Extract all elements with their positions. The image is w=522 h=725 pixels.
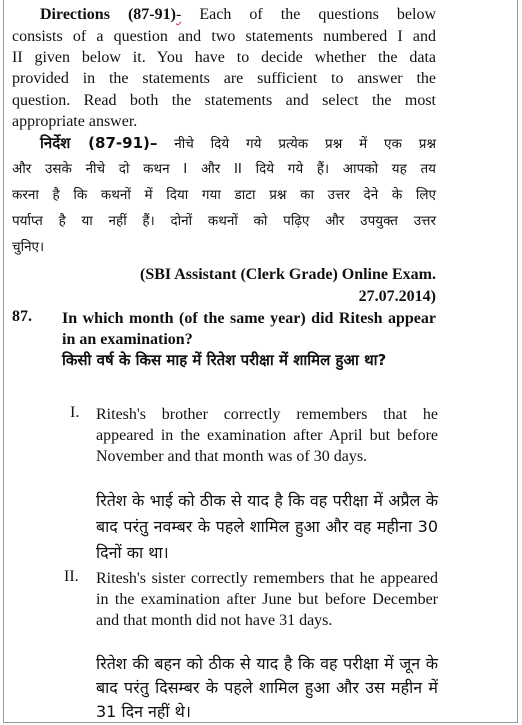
statement-2-label: II. bbox=[64, 568, 79, 585]
directions-hi-line-2: और उसके नीचे दो कथन I और II दिये गये हैं। आपको यह तय bbox=[12, 161, 436, 177]
statement-2-en: Ritesh's sister correctly remembers that he appeared in the examination after June but before December and that month did not have 31 days. bbox=[96, 570, 438, 629]
directions-dash: - bbox=[175, 6, 182, 23]
directions-first-line-text: Each of the questions below bbox=[181, 6, 436, 23]
directions-hi-first-text: नीचे दिये गये प्रत्येक प्रश्न में एक प्रश्न bbox=[157, 136, 436, 152]
directions-hi-line-1 bbox=[12, 131, 436, 156]
directions-hi-heading: निर्देश (87-91)– bbox=[40, 134, 158, 152]
directions-line-5: question. Read both the statements and select the most bbox=[12, 92, 436, 109]
directions-line-4: provided in the statements are sufficient to answer the bbox=[12, 70, 436, 87]
question-number: 87. bbox=[12, 308, 32, 325]
directions-heading: Directions (87-91) bbox=[40, 6, 176, 23]
directions-line-3: II given below it. You have to decide whether the data bbox=[12, 49, 436, 66]
question-text-en: In which month (of the same year) did Ritesh appear in an examination? bbox=[62, 310, 436, 348]
statement-1-en: Ritesh's brother correctly remembers that he appeared in the examination after April but before November and that month was of 30 days. bbox=[96, 406, 438, 465]
statement-1-hi: रितेश के भाई को ठीक से याद है कि वह परीक्षा में अप्रैल के बाद परंतु नवम्बर के पहले शामिल हुआ और वह महीना 30 दिनों का था। bbox=[96, 491, 438, 562]
statement-2-hi: रितेश की बहन को ठीक से याद है कि वह परीक्षा में जून के बाद परंतु दिसम्बर के पहले शामिल हुआ और उस महीन में 31 दिन नहीं थे। bbox=[96, 654, 438, 721]
source-line-2: 27.07.2014) bbox=[358, 288, 436, 305]
question-text-hi: किसी वर्ष के किस माह में रितेश परीक्षा में शामिल हुआ था? bbox=[62, 351, 387, 369]
directions-hi-line-3: करना है कि कथनों में दिया गया डाटा प्रश्न का उत्तर देने के लिए bbox=[12, 187, 436, 203]
source-line-1: (SBI Assistant (Clerk Grade) Online Exam. bbox=[139, 266, 436, 283]
directions-line-6: appropriate answer. bbox=[12, 113, 138, 130]
directions-hi-line-5: चुनिए। bbox=[12, 239, 45, 255]
directions-line-2: consists of a question and two statements numbered I and bbox=[12, 28, 436, 45]
directions-line-1 bbox=[12, 4, 436, 25]
directions-hi-line-4: पर्याप्त है या नहीं हैं। दोनों कथनों को पढ़िए और उपयुक्त उत्तर bbox=[12, 213, 436, 229]
statement-1-label: I. bbox=[70, 404, 80, 421]
